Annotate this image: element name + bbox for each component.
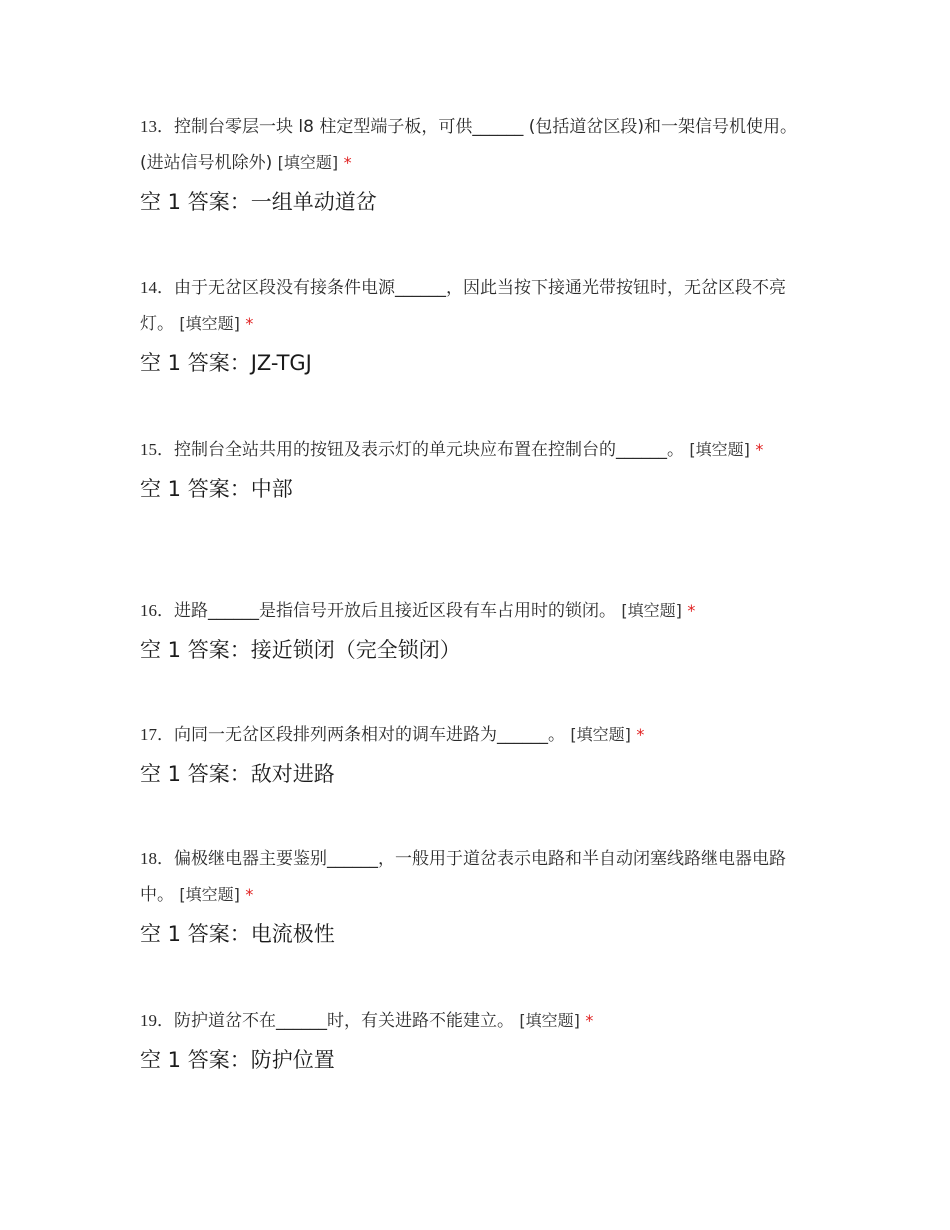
question-type-tag: [填空题] [179,314,240,333]
answer-label: 空 1 答案： [140,922,251,946]
answer-label: 空 1 答案： [140,351,251,375]
question-text [140,841,805,913]
question-type-tag: [填空题] [277,153,339,172]
required-mark: * [636,725,645,744]
answer-line [140,185,805,219]
question-body: 控制台全站共用的按钮及表示灯的单元块应布置在控制台的______。 [174,440,684,460]
answer-line [140,1043,805,1077]
question-text [140,270,805,342]
question-type-tag: [填空题] [621,601,682,620]
question-body: 向同一无岔区段排列两条相对的调车进路为______。 [174,725,565,745]
question-13 [140,109,805,219]
answer-value: 一组单动道岔 [250,190,377,214]
answer-line [140,917,805,951]
question-number: 17． [140,725,174,744]
question-number: 18． [140,849,174,868]
question-number: 13． [140,117,174,136]
question-16 [140,593,805,667]
answer-line [140,346,805,380]
question-text [140,593,805,629]
required-mark: * [343,153,352,172]
question-text [140,109,805,181]
question-text [140,1003,805,1039]
question-body: 控制台零层一块 l8 柱定型端子板，可供______ (包括道岔区段)和一架信号机使用。(进站信号机除外) [140,117,798,173]
question-number: 14． [140,278,174,297]
answer-value: 接近锁闭（完全锁闭） [250,638,461,662]
answer-line [140,757,805,791]
question-type-tag: [填空题] [570,725,631,744]
question-number: 19． [140,1011,174,1030]
answer-line [140,633,805,667]
required-mark: * [687,601,696,620]
answer-label: 空 1 答案： [140,477,251,501]
answer-value: 敌对进路 [250,762,335,786]
question-text [140,717,805,753]
required-mark: * [245,885,254,904]
question-number: 16． [140,601,174,620]
question-type-tag: [填空题] [689,440,750,459]
required-mark: * [585,1011,594,1030]
required-mark: * [245,314,254,333]
question-17 [140,717,805,791]
answer-value: 中部 [250,477,293,501]
question-14 [140,270,805,380]
answer-value: 电流极性 [250,922,335,946]
answer-label: 空 1 答案： [140,190,251,214]
answer-value: 防护位置 [250,1048,335,1072]
question-18 [140,841,805,951]
answer-label: 空 1 答案： [140,638,251,662]
answer-label: 空 1 答案： [140,762,251,786]
question-type-tag: [填空题] [179,885,240,904]
answer-line [140,472,805,506]
answer-value: JZ-TGJ [250,351,312,375]
question-19 [140,1003,805,1077]
question-number: 15． [140,440,174,459]
question-type-tag: [填空题] [519,1011,580,1030]
question-text [140,432,805,468]
question-body: 进路______是指信号开放后且接近区段有车占用时的锁闭。 [174,601,616,621]
question-15 [140,432,805,506]
question-body: 偏极继电器主要鉴别______，一般用于道岔表示电路和半自动闭塞线路继电器电路中。 [140,849,786,905]
answer-label: 空 1 答案： [140,1048,251,1072]
question-body: 由于无岔区段没有接条件电源______，因此当按下接通光带按钮时，无岔区段不亮灯。 [140,278,786,334]
question-body: 防护道岔不在______时，有关进路不能建立。 [174,1011,514,1031]
required-mark: * [755,440,764,459]
